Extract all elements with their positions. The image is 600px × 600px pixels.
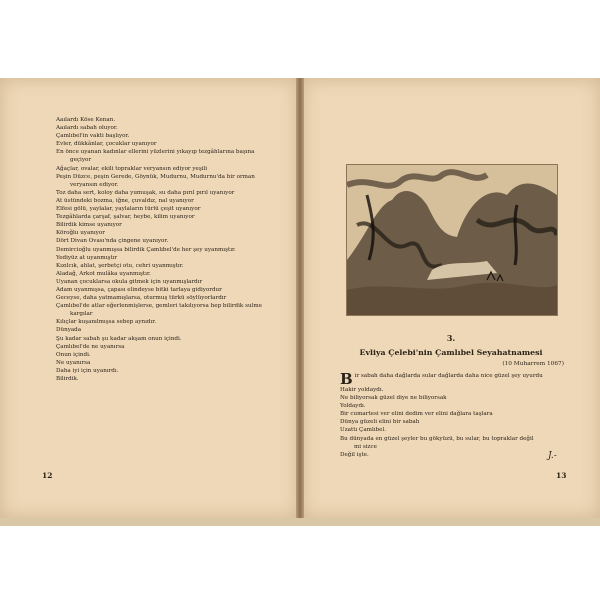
right-page [302,78,600,518]
text-line: Şu kadar sabah şu kadar akşam onun içindi. [56,335,182,342]
text-line: Aaılardı sabah oluyor. [56,125,118,132]
poem-date: (10 Muharrem 1067) [502,361,564,367]
text-line: En önce uyanan kadınlar ellerini yüzlerini yıkayıp tezgâhlarına başına [56,149,255,156]
text-line: Tezgâhlarda çarşaf, şalvar, heybe, kilim uyanıyor [56,214,195,221]
text-line: veryansın ediyor. [70,181,119,188]
text-line: Toz daha sert, koloy daha yumuşak, su daha pırıl pırıl uyanıyor [56,189,235,196]
text-line: kargılar [70,311,93,318]
left-page [0,78,298,518]
text-line: Uzattı Çamlıbel. [340,427,387,434]
text-line: Aaılardı Köse Kenan. [56,117,116,123]
signature-mark: J.- [548,451,557,461]
text-line: Elfesi gölü, yaylalar, yaylaların türlü çeşit uyanıyor [56,206,201,213]
text-line: mi sizce [354,443,377,450]
text-line: Kılıçlar kuşanılmışsa sebep aynıdır. [56,319,157,326]
text-line: Bilirdik kimse uyanıyor [56,222,122,229]
text-line: Kızılcık, ahlat, şerbetçi otu, cehri uyanmıştır. [56,262,184,269]
first-line-text: ir sabah daha dağlarda sular dağlarda daha nice güzel şey uyurdu [354,373,543,379]
text-line: Ne uyanırsa [56,359,91,366]
text-line: Adam uyanmışsa, çapası elindeyse bitki tarlaya gidiyordur [56,286,222,293]
text-line: Yoldaydı. [340,403,366,410]
page-number-left: 12 [42,471,53,480]
text-line: Bu dünyada en güzel şeyler bu gökyüzü, bu sular, bu topraklar değil [340,435,534,442]
section-number: 3. [446,333,456,343]
open-book [0,78,600,526]
book-gutter [296,78,304,518]
text-line: Aladağ, Arkot mulâka uyanmıştır. [56,270,151,277]
text-line: Dünya güzeli elini bir sabah [340,419,420,426]
illustration-drawing [347,165,557,315]
text-line: Yediyüz at uyanmıştır [56,254,118,261]
first-line [340,370,570,388]
text-line: Dört Divan Ovası'nda çingene uyanıyor. [56,238,169,245]
text-line: Demircioğlu uyanmışsa bilirdik Çamlıbel'de her şey uyanmıştır. [56,246,236,253]
right-page-text [340,372,570,459]
left-page-text [56,116,288,383]
text-line: Bir cumartesi ver elini dedim ver elini dağlara taşlara [340,411,493,418]
text-line: Peşin Düzce, peşin Gerede, Göynük, Mudurnu, Mudurnu'da bir orman [56,173,255,180]
text-line: Köroğlu uyanıyor [56,230,105,237]
text-line: Evler, dükkânlar, çocuklar uyanıyor [56,141,157,148]
text-line: Ne biliyorsak güzel diye ne biliyorsak [340,395,447,402]
text-line: At üstündeki bozma, iğne, çuvaldız, nal uyanıyor [56,197,194,204]
poem-title: Evliya Çelebi'nin Çamlıbel Seyahatnamesi [359,348,543,357]
drop-cap: B [340,370,353,388]
text-line: Uyanan çocuklarsa okula gitmek için uyanmışlardır [56,278,203,285]
text-line: Bilirdik. [56,376,79,382]
text-line: Çamlıbel'de ne uyanırsa [56,343,125,350]
text-line: Değil işte. [340,451,369,458]
text-line: Onun içindi. [56,351,91,358]
text-line: Çamlıbel'de atlar eğerlenmişlerse, gemleri takılıyorsa hep bilirdik sulme [56,303,262,310]
text-line: Daha iyi için uyanırdı. [56,367,119,374]
text-line: Ağaçlar, ovalar, ekili topraklar veryansın ediyor yeşili [56,165,208,172]
text-line: Hakir yoldaydı. [340,387,384,393]
text-line: Dünyada [56,327,82,334]
text-line: geçiyor [70,157,92,164]
ink-landscape-illustration [346,164,558,316]
text-line: Geceyse, daha yatmamışlarsa, oturmuş türkü söylüyorlardır [56,295,227,302]
page-number-right: 13 [556,471,567,480]
text-line: Çamlıbel'in vakti başlıyor. [56,133,130,140]
